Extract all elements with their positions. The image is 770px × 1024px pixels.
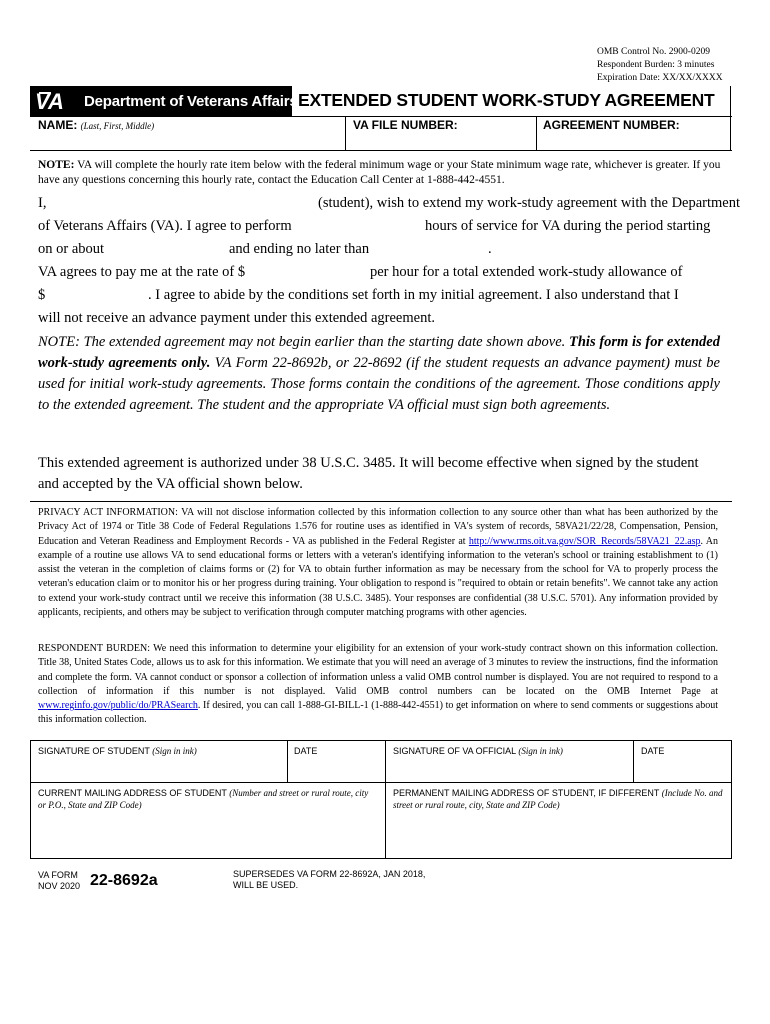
field-hint: (Sign in ink) bbox=[518, 746, 563, 756]
divider bbox=[30, 740, 732, 741]
divider bbox=[30, 116, 732, 117]
agreement-text: per hour for a total extended work-study allowance of bbox=[370, 264, 683, 280]
agreement-text: I, bbox=[38, 195, 47, 211]
agreement-text: and ending no later than bbox=[229, 241, 370, 257]
va-logo bbox=[30, 86, 298, 116]
field-label: SIGNATURE OF VA OFFICIAL bbox=[393, 746, 516, 756]
va-official-date-field[interactable]: DATE bbox=[641, 746, 665, 756]
agreement-line-5 bbox=[38, 284, 728, 307]
name-field[interactable] bbox=[38, 118, 154, 132]
divider bbox=[287, 740, 288, 782]
agreement-text: . I agree to abide by the conditions set forth in my initial agreement. I also understand that I bbox=[148, 287, 679, 303]
agreement-line-6: will not receive an advance payment under this extended agreement. bbox=[38, 310, 435, 326]
student-signature-field[interactable] bbox=[38, 746, 197, 756]
field-label: SIGNATURE OF STUDENT bbox=[38, 746, 150, 756]
burden-text: . If desired, you can call 1-888-GI-BILL-1 (1-888-442-4551) to get information on where to send comments or suggestions about this information collection. bbox=[38, 700, 718, 726]
divider bbox=[345, 116, 346, 150]
field-label: PERMANENT MAILING ADDRESS OF STUDENT, IF DIFFERENT bbox=[393, 788, 660, 798]
privacy-link[interactable]: http://www.rms.oit.va.gov/SOR_Records/58VA21_22.asp bbox=[468, 535, 701, 547]
agreement-text: $ bbox=[38, 287, 46, 303]
note-text: VA will complete the hourly rate item below with the federal minimum wage or your State minimum wage rate, whichever is greater. If you have any questions concerning this hourly rate, contact the Education Call Center at 1-888-442-4551. bbox=[38, 159, 721, 186]
form-id bbox=[38, 870, 80, 892]
supersedes-text: WILL BE USED. bbox=[233, 880, 299, 890]
omb-control-number: OMB Control No. 2900-0209 bbox=[597, 47, 710, 57]
note-text: NOTE: The extended agreement may not begin earlier than the starting date shown above. bbox=[38, 334, 570, 350]
note-text: VA Form 22-8692b, or 22-8692 (if the student requests an advance payment) must be used for initial work-study agreements. Those forms contain the conditions of the agreement. Those conditions apply to the extended agreement. The student and the appropriate VA official must sign both agreements. bbox=[38, 355, 720, 413]
agreement-text: on or about bbox=[38, 241, 105, 257]
divider bbox=[30, 740, 31, 858]
hours-input[interactable] bbox=[318, 215, 418, 237]
supersedes-note bbox=[233, 869, 425, 891]
respondent-burden-statement bbox=[38, 642, 718, 728]
note-label: NOTE: bbox=[38, 159, 75, 171]
total-allowance-input[interactable] bbox=[50, 284, 145, 306]
end-date-input[interactable] bbox=[383, 238, 483, 260]
field-hint: (Sign in ink) bbox=[152, 746, 197, 756]
hourly-rate-note bbox=[38, 158, 728, 188]
agreement-text: . bbox=[488, 241, 492, 257]
form-header bbox=[30, 86, 732, 116]
supersedes-text: SUPERSEDES VA FORM 22-8692A, JAN 2018, bbox=[233, 869, 426, 879]
current-address-field[interactable] bbox=[38, 787, 373, 811]
extended-agreement-note bbox=[38, 332, 720, 416]
va-logo-letters: VA bbox=[35, 89, 64, 113]
privacy-text: PRIVACY ACT INFORMATION: VA will not disclose information collected by this information collection to any source other than what has been authorized by the Privacy Act of 1974 or Title 38 Code of Federal Regulations 1.576 for routine uses as identified in VA's system of records, 58VA21/22/28, Compensation, Pension, Education and Veteran Readiness and Employment Records - VA as published in the Federal Register at bbox=[38, 507, 718, 547]
agreement-text: VA agrees to pay me at the rate of $ bbox=[38, 264, 246, 280]
divider bbox=[385, 740, 386, 858]
divider bbox=[730, 86, 731, 150]
field-label: CURRENT MAILING ADDRESS OF STUDENT bbox=[38, 788, 227, 798]
reginfo-link[interactable]: www.reginfo.gov/public/do/PRASearch bbox=[38, 700, 198, 712]
agreement-text: of Veterans Affairs (VA). I agree to perform bbox=[38, 218, 292, 234]
hourly-rate-input[interactable] bbox=[263, 261, 363, 283]
divider bbox=[30, 501, 732, 502]
form-label: VA FORM bbox=[38, 870, 78, 880]
divider bbox=[731, 740, 732, 858]
agreement-number-field[interactable]: AGREEMENT NUMBER: bbox=[543, 118, 680, 132]
field-hint: (Include No. and street or rural route, city, State and ZIP Code) bbox=[393, 788, 723, 810]
authorization-statement: This extended agreement is authorized under 38 U.S.C. 3485. It will become effective when signed by the student and accepted by the VA official shown below. bbox=[38, 455, 699, 492]
va-official-signature-field[interactable] bbox=[393, 746, 563, 756]
agreement-text: (student), wish to extend my work-study agreement with the Department bbox=[318, 195, 741, 211]
burden-text: RESPONDENT BURDEN: We need this information to determine your eligibility for an extension of your work-study contract shown on this information collection. Title 38, United States Code, allows us to ask for this information. We estimate that you will need an average of 3 minutes to review the instructions, find the information and complete the form. VA cannot conduct or sponsor a collection of information unless a valid OMB control number is displayed. You are not required to respond to a collection of information if this number is not displayed. Valid OMB control numbers can be located on the OMB Internet Page at bbox=[38, 643, 718, 697]
form-title: EXTENDED STUDENT WORK-STUDY AGREEMENT bbox=[298, 90, 715, 110]
form-number: 22-8692a bbox=[90, 872, 158, 889]
agreement-line-3 bbox=[38, 238, 728, 261]
student-name-input[interactable] bbox=[58, 192, 313, 214]
agreement-line-1 bbox=[38, 192, 741, 215]
divider bbox=[536, 116, 537, 150]
divider bbox=[633, 740, 634, 782]
start-date-input[interactable] bbox=[113, 238, 223, 260]
divider bbox=[30, 782, 732, 783]
privacy-text: . An example of a routine use allows VA to send educational forms or letters with a veteran's identifying information to the veteran's school or training establishment to (1) assist the veteran in the completion of claims forms or (2) for VA to obtain further information as may be necessary from the school for VA to properly process the veteran's education claim or to monitor his or her progress during training. Your obligation to respond is "required to obtain or retain benefits". We cannot take any action to extend your work-study contract until we receive this information (38 U.S.C. 3485). Your responses are confidential (38 U.S.C. 5701). Any information provided by applicants, recipients, and others may be subject to verification through computer matching programs with other agencies. bbox=[38, 535, 719, 619]
name-label: NAME: bbox=[38, 118, 78, 132]
privacy-act-information bbox=[38, 506, 718, 620]
agreement-line-2 bbox=[38, 215, 728, 238]
omb-info bbox=[597, 46, 723, 85]
note-emphasis: This form is for extended work-study agreements only. bbox=[38, 334, 720, 371]
student-date-field[interactable]: DATE bbox=[294, 746, 318, 756]
form-date: NOV 2020 bbox=[38, 881, 81, 891]
agreement-text: hours of service for VA during the period starting bbox=[425, 218, 711, 234]
expiration-date: Expiration Date: XX/XX/XXXX bbox=[597, 73, 723, 83]
divider bbox=[30, 150, 732, 151]
va-seal-icon bbox=[33, 89, 83, 113]
agreement-line-4 bbox=[38, 261, 728, 284]
permanent-address-field[interactable] bbox=[393, 787, 723, 811]
divider bbox=[30, 858, 732, 859]
field-hint: (Number and street or rural route, city or P.O., State and ZIP Code) bbox=[38, 788, 369, 810]
respondent-burden: Respondent Burden: 3 minutes bbox=[597, 60, 715, 70]
name-hint: (Last, First, Middle) bbox=[80, 121, 155, 131]
va-file-number-field[interactable]: VA FILE NUMBER: bbox=[353, 118, 458, 132]
agency-name: Department of Veterans Affairs bbox=[84, 93, 298, 110]
